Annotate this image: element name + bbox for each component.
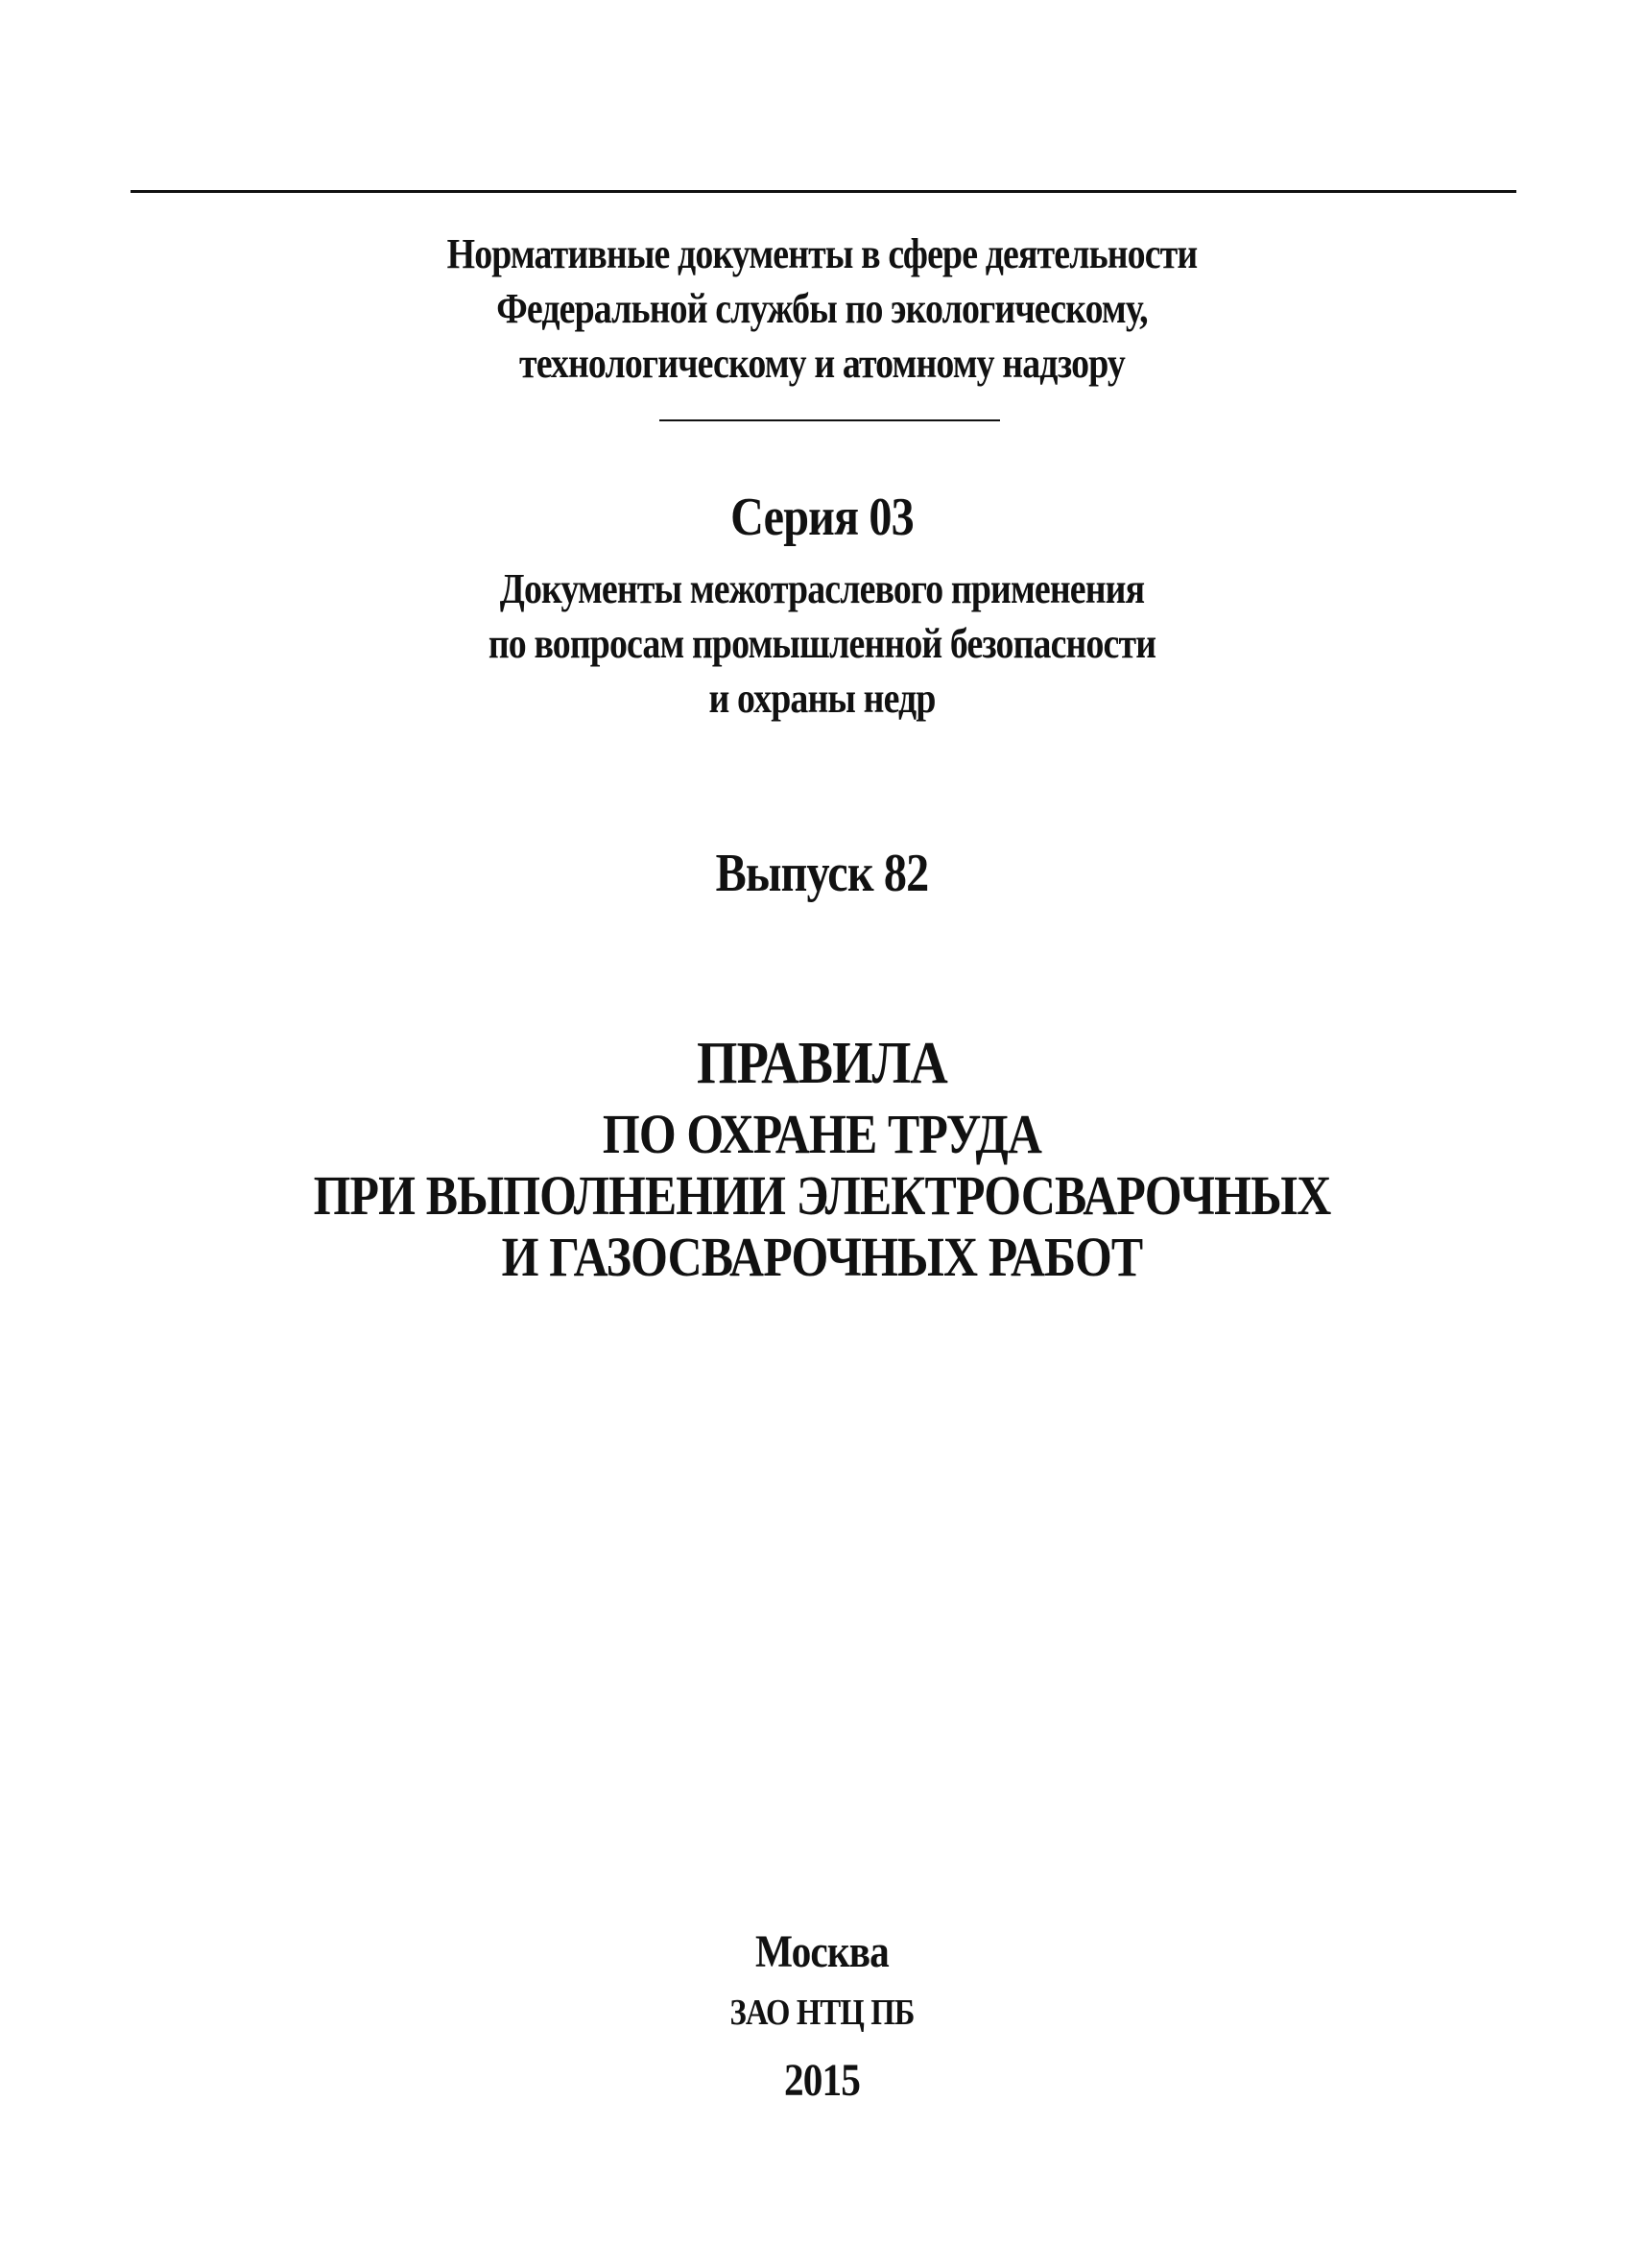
middle-divider [659, 419, 1000, 421]
imprint-publisher: ЗАО НТЦ ПБ [729, 1993, 915, 2033]
document-title [115, 1104, 1529, 1288]
document-kind: ПРАВИЛА [697, 1031, 947, 1096]
organization-line: технологическому и атомному надзору [519, 340, 1125, 387]
series-description [115, 561, 1529, 726]
document-title-line: ПО ОХРАНЕ ТРУДА [602, 1103, 1042, 1165]
imprint-year: 2015 [783, 2055, 861, 2106]
document-title-line: ПРИ ВЫПОЛНЕНИИ ЭЛЕКТРОСВАРОЧНЫХ [313, 1164, 1331, 1227]
document-title-line: И ГАЗОСВАРОЧНЫХ РАБОТ [501, 1226, 1143, 1288]
organization-heading [115, 227, 1529, 391]
organization-line: Федеральной службы по экологическому, [496, 285, 1148, 332]
issue-number: Выпуск 82 [715, 844, 929, 903]
series-description-line: и охраны недр [708, 675, 936, 722]
series-description-line: по вопросам промышленной безопасности [488, 620, 1156, 667]
top-divider [131, 190, 1516, 193]
organization-line: Нормативные документы в сфере деятельности [446, 230, 1198, 277]
imprint-city: Москва [755, 1926, 889, 1977]
series-description-line: Документы межотраслевого применения [499, 565, 1145, 612]
series-title: Серия 03 [730, 488, 914, 547]
